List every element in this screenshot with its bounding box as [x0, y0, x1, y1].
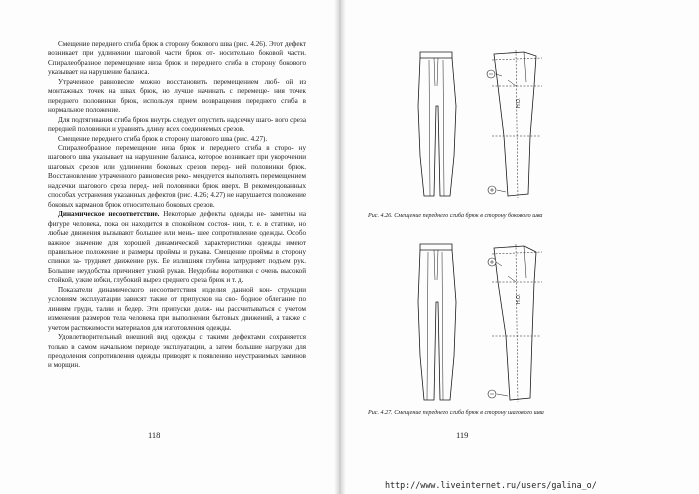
text-line: переднего сгиба в нормальное положение.	[48, 96, 306, 115]
trousers-pattern-2	[488, 244, 542, 402]
trousers-front-view-1	[418, 52, 456, 196]
text-line: ны рассчитываться с учетом изменения размеров тела человека	[48, 304, 307, 323]
left-page-number: 118	[148, 430, 161, 440]
text-line: сохраняется только в самом начальном периоде эксплуатации, а затем	[48, 333, 306, 351]
paragraph	[48, 333, 306, 371]
left-page	[0, 0, 340, 494]
watermark-url: http://www.liveinternet.ru/users/galina_o/	[385, 480, 597, 490]
figure-1-caption: Рис. 4.26. Смещение переднего сгиба брюк в сторону бокового шва	[368, 213, 543, 219]
text-line: вого среза передней половинки и уравнять длину всех соединяемых срезов.	[48, 115, 306, 134]
left-page-text	[48, 40, 306, 371]
right-page-number: 119	[456, 430, 469, 440]
text-line: 4.26). Этот дефект возникает при удлинении шаговой части брюк от-	[48, 40, 307, 58]
paragraph	[48, 116, 306, 135]
figure-4-26-drawing	[412, 46, 562, 204]
paragraph	[48, 286, 306, 333]
paragraph	[48, 40, 306, 78]
text-line: ней половинки брюк. Восстановление утраченного равновесия реко-	[48, 162, 306, 181]
text-line: заметны на фигуре человека, пока он находится в спокойном состоя-	[48, 210, 306, 228]
text-line: с очень высокой стойкой, узкие юбки, глубокий вырез среднего среза	[48, 266, 307, 285]
trousers-pattern-1	[487, 50, 542, 198]
text-line: бодное облегание по линиям груди, талии и бедер. Эти припуски долж-	[48, 295, 307, 313]
text-line: ния точек переднего половинки брюк, используя прием возвращения	[48, 87, 306, 105]
text-line: большие нагрузки для преодоления сопротивления одежды приводят	[48, 342, 306, 360]
text-line: Удовлетворительный внешний вид одежды с такими дефектами	[58, 333, 266, 342]
text-line: трудняет движение рук. Ее излишняя глубина затрудняет подъем рук.	[84, 257, 307, 266]
text-line: Смещение переднего сгиба брюк в сторону шагового шва (рис. 4.27).	[58, 134, 268, 143]
trousers-front-view-2	[418, 244, 456, 400]
text-line: к появлению неустранимых заминов и морщин.	[48, 351, 306, 370]
text-line: при выполнении бытовых движений, а также с учетом растяжимости	[48, 314, 306, 332]
text-line: струкции условиям эксплуатации зависят также от припусков на сво-	[48, 285, 306, 304]
right-page	[340, 0, 699, 494]
paragraph	[48, 210, 306, 286]
text-line: при укорочении шаговых срезов или удлинении боковых срезов перед-	[48, 153, 306, 171]
text-line: мендуется выполнять перемещением надсечки шагового среза перед-	[48, 172, 306, 190]
text-line: Для подтягивания сгиба брюк внутрь следует опустить надсечку шаго-	[58, 115, 274, 124]
figure-2-dim-label: Н.О.	[516, 293, 522, 304]
text-line: динамической характеристики одежды имеют правильное положение	[48, 238, 306, 256]
text-line: Смещение переднего сгиба брюк в сторону бокового шва (рис.	[58, 40, 249, 48]
text-line: ну шагового шва указывает на нарушение баланса, которое возникает	[48, 143, 306, 162]
text-line: указанных дефектов (рис. 4.26; 4.27) не нарушается положение боковых	[48, 191, 307, 209]
figure-2-caption: Рис. 4.27. Смещение переднего сгиба брюк в сторону шагового шва	[368, 410, 544, 416]
text-line: Утраченное равновесие можно восстановить перемещением люб-	[58, 77, 280, 86]
paragraph	[48, 78, 306, 116]
paragraph	[48, 135, 306, 144]
text-line: шее сопротивление одежды. Особо важное значение для хорошей	[48, 229, 307, 247]
text-line: и переднего сгиба в сторону бокового указывает на нарушение баланса.	[48, 58, 306, 77]
text-line: ней половинки брюк вверх. В рекомендованных способах устранения	[48, 181, 306, 200]
text-line: нии, т. е. в статике, но любые движения вызывают большее или мень-	[48, 219, 306, 238]
text-line: и размеры проймы и рукава. Смещение проймы в сторону спинки за-	[48, 247, 306, 266]
term-heading: Динамическое несоответствие.	[58, 210, 160, 219]
figure-4-27-drawing	[412, 238, 562, 408]
text-line: носительно боковой части. Спиралеобразное перемещение низа брюк	[48, 49, 306, 67]
text-line: Спиралеобразное перемещение низа брюк и переднего сгиба в сторо-	[58, 143, 294, 152]
text-line: материалов для изготовления одежды.	[115, 323, 232, 332]
paragraph	[48, 144, 306, 210]
text-line: карманов брюк относительно боковых срезов.	[75, 200, 215, 209]
text-line: Показатели динамического несоответствия изделия данной кон-	[58, 285, 273, 294]
text-line: брюк и т. д.	[208, 276, 244, 285]
text-line: Некоторые дефекты одежды не-	[159, 210, 267, 219]
text-line: ой из монтажных точек на швах брюк, но лучше начинать с перемеще-	[48, 77, 306, 96]
figure-1-dim-label: Н.О.	[516, 97, 522, 108]
text-line: Большие неудобства причиняет узкий рукав. Неудобны воротники	[48, 266, 254, 275]
